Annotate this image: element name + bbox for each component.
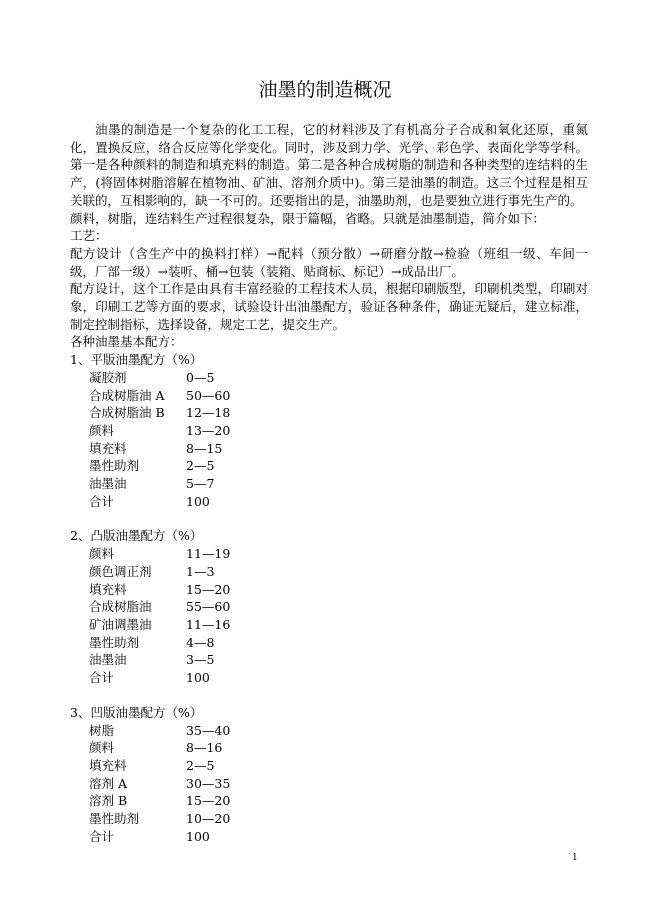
ingredient-percentage: 0—5 xyxy=(186,369,215,385)
recipe-row xyxy=(89,457,230,475)
ingredient-percentage: 35—40 xyxy=(186,722,231,738)
recipe-gravure xyxy=(70,704,588,846)
formula-intro: 各种油墨基本配方： xyxy=(70,334,183,350)
ingredient-name: 合成树脂油 xyxy=(89,599,152,615)
ingredient-percentage: 13—20 xyxy=(186,422,231,438)
recipe-row xyxy=(89,722,230,740)
ingredient-percentage: 50—60 xyxy=(186,387,231,403)
recipe-row xyxy=(89,616,230,634)
recipe-row xyxy=(89,810,230,828)
ingredient-name: 颜料 xyxy=(89,422,115,438)
ingredient-name: 墨性助剂 xyxy=(89,811,140,827)
process-flow-paragraph: 配方设计（含生产中的换料打样）→配料（预分散）→研磨分散→检验（班组一级、车间一级，厂部一级）→装听、桶→包装（装箱、贴商标、标记）→成品出厂。 xyxy=(70,245,588,279)
ingredient-percentage: 100 xyxy=(186,493,210,509)
ingredient-percentage: 1—3 xyxy=(186,563,215,579)
ingredient-percentage: 15—20 xyxy=(186,581,231,597)
ingredient-name: 合成树脂油 B xyxy=(89,405,165,421)
ingredient-name: 溶剂 B xyxy=(89,793,128,809)
recipe-row xyxy=(89,440,230,458)
ingredient-name: 填充料 xyxy=(89,581,127,597)
recipe-table xyxy=(89,722,230,846)
recipe-row xyxy=(89,369,230,387)
recipe-row xyxy=(89,792,230,810)
recipe-row xyxy=(89,475,230,493)
ingredient-percentage: 55—60 xyxy=(186,599,231,615)
ingredient-name: 合计 xyxy=(89,670,115,686)
recipe-row xyxy=(89,422,230,440)
recipe-row xyxy=(89,493,230,511)
recipe-table xyxy=(89,369,230,511)
ingredient-name: 合计 xyxy=(89,828,115,844)
recipe-letterpress xyxy=(70,527,588,686)
ingredient-name: 合计 xyxy=(89,493,115,509)
ingredient-percentage: 2—5 xyxy=(186,757,215,773)
ingredient-percentage: 30—35 xyxy=(186,775,231,791)
resin-note-paragraph: 颜料，树脂，连结料生产过程很复杂，限于篇幅，省略。只就是油墨制造，简介如下： xyxy=(70,210,546,226)
ingredient-percentage: 8—15 xyxy=(186,440,223,456)
formula-design-paragraph: 配方设计，这个工作是由具有丰富经验的工程技术人员，根据印刷版型，印刷机类型，印刷对象，印刷工艺等方面的要求，试验设计出油墨配方，验证各种条件，确证无疑后，建立标准，制定控制指标，选择设备，规定工艺，提交生产。 xyxy=(70,281,588,332)
ingredient-name: 填充料 xyxy=(89,440,127,456)
page-number: 1 xyxy=(572,853,578,863)
ingredient-percentage: 11—16 xyxy=(186,616,231,632)
ingredient-percentage: 100 xyxy=(186,670,210,686)
recipe-row xyxy=(89,598,230,616)
recipe-row xyxy=(89,387,230,405)
ingredient-name: 墨性助剂 xyxy=(89,458,140,474)
ingredient-percentage: 2—5 xyxy=(186,458,215,474)
recipe-row xyxy=(89,563,230,581)
ingredient-percentage: 12—18 xyxy=(186,405,231,421)
recipe-row xyxy=(89,651,230,669)
ingredient-name: 溶剂 A xyxy=(89,775,128,791)
recipe-planographic xyxy=(70,351,588,510)
section-spacer xyxy=(70,687,588,704)
section-spacer xyxy=(70,510,588,527)
ingredient-name: 填充料 xyxy=(89,757,127,773)
ingredient-percentage: 11—19 xyxy=(186,546,231,562)
ingredient-name: 墨性助剂 xyxy=(89,634,140,650)
recipe-title: 2、凸版油墨配方（%） xyxy=(70,528,203,544)
recipe-row xyxy=(89,545,230,563)
recipe-row xyxy=(89,757,230,775)
ingredient-name: 合成树脂油 A xyxy=(89,387,165,403)
ingredient-percentage: 15—20 xyxy=(186,793,231,809)
document-body xyxy=(70,121,588,845)
intro-paragraph: 油墨的制造是一个复杂的化工工程，它的材料涉及了有机高分子合成和氧化还原，重氮化，置换反应，络合反应等化学变化。同时，涉及到力学、光学、彩色学、表面化学等学科。第一是各种颜料的制造和填充料的制造。第二是各种合成树脂的制造和各种类型的连结料的生产，(将固体树脂溶解在植物油、矿油、溶剂介质中)。第三是油墨的制造。这三个过程是相互关联的，互相影响的，缺一不可的。还要指出的是，油墨助剂，也是要独立进行事先生产的。 xyxy=(70,122,588,208)
recipe-row xyxy=(89,634,230,652)
document-title: 油墨的制造概况 xyxy=(258,79,392,101)
recipe-row xyxy=(89,739,230,757)
recipe-title: 1、平版油墨配方（%） xyxy=(70,352,203,368)
recipe-row xyxy=(89,669,230,687)
ingredient-name: 颜料 xyxy=(89,546,115,562)
ingredient-name: 凝胶剂 xyxy=(89,369,127,385)
ingredient-name: 油墨油 xyxy=(89,652,127,668)
recipe-title: 3、凹版油墨配方（%） xyxy=(70,704,203,720)
ingredient-percentage: 8—16 xyxy=(186,740,223,756)
recipe-table xyxy=(89,545,230,687)
process-label: 工艺： xyxy=(70,228,108,244)
ingredient-name: 颜料 xyxy=(89,740,115,756)
recipe-row xyxy=(89,828,230,846)
ingredient-percentage: 3—5 xyxy=(186,652,215,668)
ingredient-name: 树脂 xyxy=(89,722,115,738)
ingredient-percentage: 4—8 xyxy=(186,634,215,650)
ingredient-name: 矿油调墨油 xyxy=(89,616,152,632)
ingredient-name: 颜色调正剂 xyxy=(89,563,152,579)
recipe-row xyxy=(89,581,230,599)
ingredient-percentage: 100 xyxy=(186,828,210,844)
ingredient-percentage: 5—7 xyxy=(186,476,215,492)
recipe-row xyxy=(89,404,230,422)
ingredient-percentage: 10—20 xyxy=(186,811,231,827)
recipe-row xyxy=(89,775,230,793)
ingredient-name: 油墨油 xyxy=(89,476,127,492)
